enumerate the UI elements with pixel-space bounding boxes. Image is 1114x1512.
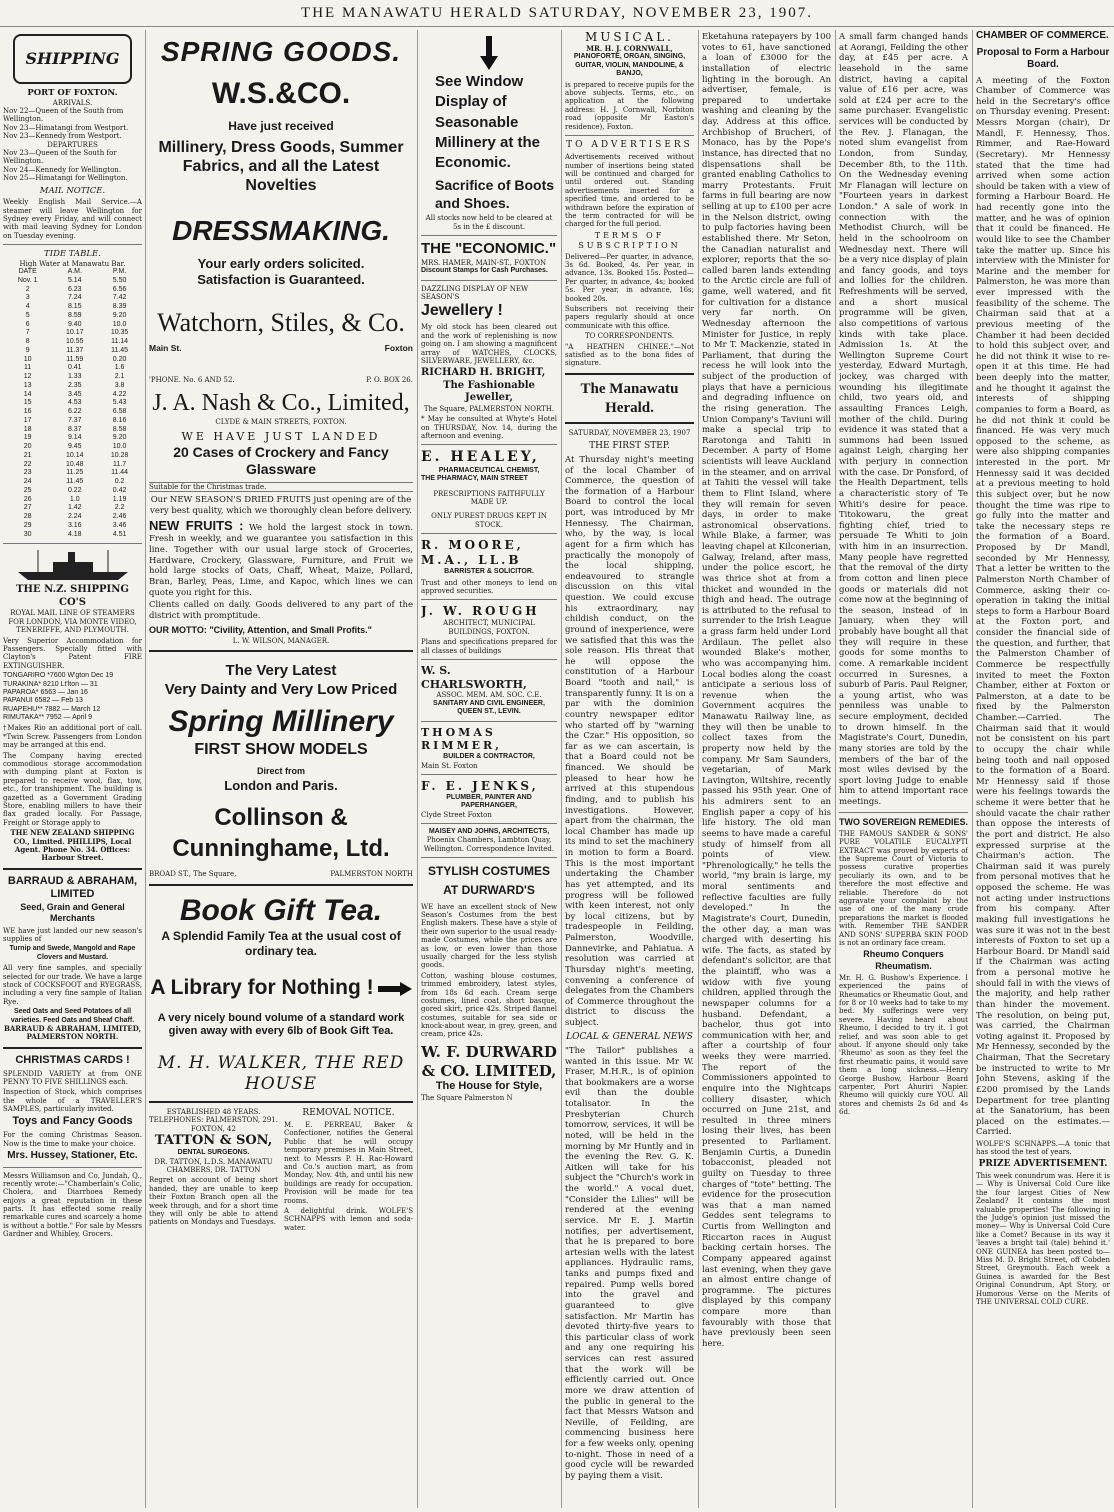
tide-cell: 13	[23, 381, 32, 389]
tide-row	[3, 391, 142, 400]
removal-notice: REMOVAL NOTICE. M. E. PERREAU, Baker & Confectioner, notifies the General Public that he will occupy temporary premises in Main Street, next to Messrs P. H. Rac-Howard and Co.'s auction mart, as from Monday, Nov. 4th, and until his new buildings are ready for occupation. Provision will be made for tea rooms. A delightful drink. WOLFE'S SCHNAPPS with lemon and soda-water.	[284, 1107, 413, 1232]
column-news-2	[702, 30, 831, 1508]
tide-cell: 11.37	[66, 346, 84, 354]
tide-cell: Nov. 1	[17, 276, 38, 284]
clients-text: Clients called on daily. Goods delivered to any part of the district with promptitude.	[149, 600, 413, 621]
port-heading: PORT OF FOXTON.	[27, 88, 118, 98]
maisey-address: Phoenix Chambers, Lambton Quay, Wellington. Correspondence Invited.	[423, 836, 555, 853]
column-rule	[972, 30, 973, 1508]
herald-title: The Manawatu Herald.	[580, 380, 679, 416]
economic-heading: THE "ECONOMIC."	[421, 240, 557, 258]
tide-cell: 8.58	[112, 425, 127, 433]
arrivals-heading: ARRIVALS.	[52, 98, 93, 107]
tide-cell: 10.48	[66, 460, 84, 468]
tide-cell: 25	[23, 486, 32, 494]
nzs-note: †Makes Rio an additional port of call. *Twin Screw. Passengers from London may be arranged at this end.	[3, 724, 142, 750]
tide-cell: 4.18	[67, 530, 82, 538]
tide-cell: 27	[23, 504, 32, 512]
nash-address: CLYDE & MAIN STREETS, FOXTON.	[215, 418, 347, 427]
steamship-icon	[13, 548, 133, 582]
prescriptions: PRESCRIPTIONS FAITHFULLY MADE UP.	[433, 489, 545, 507]
column-editorial	[565, 30, 694, 1508]
tide-cell: 9.45	[67, 443, 82, 451]
news-text: A small farm changed hands at Aorangi, Feilding the other day, at £45 per acre. A leasehold in the same district, having a capital value of £16 per acre, was sold at £24 per acre to the same purchaser. Evangelistic services will be conducted by the Rev. J. Flanagan, the noted slum evangelist from London, from Sunday, December 8th, to the 11th. On the Wednesday evening Mr Flanagan will lecture on "Fourteen years in darkest London." A sale of work in connection with the Methodist Church, will be held in the schoolroom on Wednesday next. There will be a very nice display of plain and fancy goods, and toys and lollies for the children. Refreshments will be served, and a short musical programme will be given, also competitions of various kinds with take place. Admission 1s. At the Wellington Supreme Court yesterday, Edward Murtagh, jockey, was charged with wounding his illegitimate child, two years old, and assaulting Frances Leigh, mother of the child. During evidence it was stated that a summons had been issued against Leigh, charging her with perjury in connection with the case. Dr Ponsford, of the Health Department, tells a characteristic story of Te Whiti's desire for peace. Titokowaru, the great fighting chief, tried to persuade Te Whiti to join with him in an insurrection. Many people have regretted that the removal of the dirty from cotton and linen piece goods or materials did not come now at the beginning of the season, instead of in January, when they will probably have bought all that they will require in these goods for some months to come. A remarkable incident occurred in Suresnes, a suburb of Paris. Paul Reigner, a young artist, who was penniless was unable to secure employment, decided to drown himself. In the Magistrate's Court, Dunedin, many stories are told by the members of the bar of the most wiles devised by the sport loving Judge to enable him to attend important race meetings.	[839, 32, 968, 807]
tide-cell: 0.42	[112, 486, 127, 494]
millinery-text: Millinery, Dress Goods, Summer Fabrics, and all the Latest Novelties	[158, 138, 404, 194]
collinson-address: BROAD ST., The Square, PALMERSTON NORTH	[149, 870, 413, 879]
tide-cell: 9.14	[67, 434, 82, 442]
two-sovereign-heading: TWO SOVEREIGN REMEDIES.	[839, 816, 968, 827]
tide-cell: 15	[23, 399, 32, 407]
nzs-ship-row: RUAPEHU** 7882 — March 12	[3, 705, 101, 713]
durward-text: WE have an excellent stock of New Season's Costumes from the best English makers. These have a style of their own superior to the usual ready-made Costumes, while the prices are as low, or even lower than those usually charged for the less stylish goods.	[421, 902, 557, 970]
tide-row	[3, 329, 142, 338]
first-step-heading: THE FIRST STEP.	[589, 440, 670, 451]
tide-row	[3, 382, 142, 391]
tide-row	[3, 417, 142, 426]
tatton-ad: ESTABLISHED 48 YEARS. TELEPHONES: PALMERSTON, 291. FOXTON, 42 TATTON & SON, DENTAL SURGEONS. DR. TATTON, L.D.S. MANAWATU CHAMBERS, DR. TATTON Regret on account of being short handed, they are unable to keep their Foxton Branch open all the week through, and for a short time they will only be able to attend patients on Mondays and Tuesdays.	[149, 1107, 278, 1227]
sacrifice-boots: Sacrifice of Boots and Shoes.	[435, 177, 555, 211]
tide-cell: 9	[25, 346, 30, 354]
nash-xmas: Suitable for the Christmas trade.	[149, 482, 413, 492]
nzs-subtitle: ROYAL MAIL LINE OF STEAMERS FOR LONDON, VIA MONTE VIDEO, TENERIFFE, AND PLYMOUTH.	[8, 609, 137, 635]
tide-cell: 10.35	[110, 329, 129, 337]
tide-cell: 5.43	[112, 399, 127, 407]
tide-cell: 0.22	[67, 486, 82, 494]
very-dainty: Very Dainty and Very Low Priced	[164, 680, 398, 698]
tide-cell: 3.46	[112, 521, 127, 529]
tide-cell: 11	[24, 364, 32, 372]
tide-cell: 7	[25, 329, 30, 337]
tide-row	[3, 356, 142, 365]
moore-text: Trust and other moneys to lend on approved securities.	[421, 578, 557, 595]
library-text: A very nicely bound volume of a standard work given away with every 6lb of Book Gift Tea.	[157, 1011, 405, 1038]
ws-co-heading: W.S.&CO.	[211, 77, 351, 110]
tide-cell: 0.41	[67, 364, 82, 372]
have-received: Have just received	[228, 118, 334, 133]
manager: L. W. WILSON, MANAGER.	[232, 636, 330, 645]
first-show: FIRST SHOW MODELS	[194, 741, 368, 759]
shipping-logo: SHIPPING	[13, 34, 132, 84]
direct-from: Direct from	[256, 766, 305, 777]
tide-row	[3, 338, 142, 347]
to-correspondents: TO CORRESPONDENTS.	[584, 332, 675, 341]
tide-row	[3, 504, 142, 513]
durward-subtitle: The House for Style,	[435, 1080, 543, 1093]
column-rule	[698, 30, 699, 1508]
column-chamber	[976, 30, 1110, 1508]
pointing-hand-icon	[378, 981, 412, 997]
tide-cell: 1.19	[112, 495, 127, 503]
tide-cell: 11.59	[66, 355, 84, 363]
tide-cell: 2.35	[67, 381, 82, 389]
tide-cell: 16	[23, 408, 32, 416]
tide-table-heading: TIDE TABLE.	[44, 249, 101, 260]
tide-cell: 4.22	[112, 390, 127, 398]
nzs-ship-row: RIMUTAKA** 7952 — April 9	[3, 714, 92, 722]
tide-cell: 2.46	[112, 513, 127, 521]
tide-cell: 8.16	[112, 416, 127, 424]
barraud-text: WE have just landed our new season's supplies of	[3, 926, 142, 944]
cornwall-subtitle: PIANOFORTE, ORGAN, SINGING, GUITAR, VIOLIN, MANDOLINE, & BANJO,	[573, 53, 686, 78]
column-rule	[835, 30, 836, 1508]
rimmer-name: THOMAS RIMMER,	[421, 725, 502, 753]
nzs-ship-row: PAPAROA* 6563 — Jan 16	[3, 688, 88, 696]
xmas-cards-text: SPLENDID VARIETY at from ONE PENNY TO FIVE SHILLINGS each.	[3, 1069, 142, 1086]
subscribers-note: Subscribers not receiving their papers regularly should at once communicate with this office.	[565, 305, 694, 330]
healey-subtitle: PHARMACEUTICAL CHEMIST,	[438, 466, 540, 474]
bright-note: * May be consulted at Whyte's Hotel on THURSDAY, Nov. 14, during the afternoon and evening.	[421, 415, 557, 440]
tide-table-subheading: High Water at Manawatu Bar.	[19, 259, 126, 268]
tide-row	[3, 461, 142, 470]
library-heading: A Library for Nothing !	[150, 976, 374, 1000]
tide-cell: 9.20	[112, 434, 127, 442]
column-rule	[417, 30, 418, 1508]
tide-row	[3, 531, 142, 540]
tide-cell: 5.50	[112, 276, 127, 284]
departure-item: Nov 24—Kennedy for Wellington.	[3, 165, 122, 174]
tide-cell: 1.6	[114, 364, 125, 372]
tide-cell: 11.45	[111, 346, 129, 354]
jenks-name: F. E. JENKS,	[421, 778, 539, 793]
tide-cell: 3	[25, 294, 30, 302]
tide-cell: 7.37	[67, 416, 82, 424]
tide-cell: 10.0	[112, 443, 127, 451]
tide-cell: 7.42	[112, 294, 127, 302]
tide-row	[3, 443, 142, 452]
tide-row	[3, 408, 142, 417]
tide-cell: 2.2	[114, 504, 125, 512]
tide-cell: 22	[23, 460, 32, 468]
column-rule	[561, 30, 562, 1508]
rough-subtitle: ARCHITECT, MUNICIPAL BUILDINGS, FOXTON.	[443, 619, 535, 636]
tide-cell: 11.14	[111, 338, 129, 346]
departures-heading: DEPARTURES	[47, 140, 98, 149]
chamber-text: A meeting of the Foxton Chamber of Commerce was held in the Secretary's office on Thursday evening. Present: Messrs Morgan (chair), Dr Mandl, F. Hennessy, Thos. Rimmer, and Rae-Howard (Secretary). Mr Hennessy stated that the time had arrived when some action should be taken with a view of forming a Harbour Board. He had recently gone into the matter, and he was of opinion that it could be financed. He would like to see the Chamber take the matter up. Since his interview with the Minister for Marine and the member for Palmerston, he was more than ever impressed with the feasibility of the scheme. The Chairman said that at a previous meeting of the Chamber it had been decided to hold this subject over, and he did not think it wise to re-open it at this time. He had been deeply into the matter, and he thought it against the interests of shipping companies to form a Board, as he did not think it could be financed. He was very much opposed to the scheme, as were also shipping companies interested in the port. Mr Hennessy said it was decided at a previous meeting to hold this subject over, but he now thought the time was ripe to go fully into the matter and take the necessary steps re the formation of a Board. Proposed by Dr Mandl, seconded by Mr Hennessy, That a letter be written to the Palmerston North Chamber of Commerce, asking their co-operation in taking the initial steps to form a Harbour Board at the Foxton port, and consider the financial side of the question, and further, that the Palmerston Chamber of Commerce be respectfully invited to meet the Foxton Chamber, either at Foxton or Palmerston, at a date to be fixed by the Palmerston Chamber.—Carried. The Chairman said that it would not be consistent on his part to occupy the chair while being tooth and nail opposed to the formation of a Board. Mr Hennessy said if those were his feelings towards the scheme it were better that he should vacate the chair rather than oppose the interests of the port and district. He also expressed surprise at the Chairman's action. The Chairman said it was purely from personal motives that he opposed the scheme. He was not acting under instructions from his company. After making full investigations he was sure it was not in the best interests of Foxton to set up a Harbour Board. Dr Mandl said if the Chairman was acting from a personal motive he should fall in with the views of the majority, and help rather than hinder the movement. The resolution, on being put, was carried, the Chairman voting against it. Proposed by Mr Hennessy, seconded by the Chairman, That the Secretary be instructed to write to Mr John Stevens, asking if the £200 promised by the Lands Department for tree planting at the Sanatorium, has been placed on the estimates.—Carried.	[976, 75, 1110, 1138]
nash-heading: J. A. Nash & Co., Limited,	[152, 390, 410, 417]
tide-cell: 5	[25, 311, 30, 319]
tide-cell: 30	[23, 530, 32, 538]
tide-cell: 8.37	[67, 425, 82, 433]
discount-stamps: Discount Stamps for Cash Purchases.	[421, 267, 548, 275]
rough-name: J. W. ROUGH	[421, 604, 540, 619]
prize-text: This week conundrum was. Here it is— Why is Universal Cold Cure like the four largest Cities of New Zealand? It contains the most valuable properties! The following in the Judge's opinion just missed the money— Why is Universal Cold Cure like a Comet? Because in its way it 'leaves a bright tail (tale) behind it.' ONE GUINEA has been posted to— Miss M. D. Bright Street, off Cobden Street, Greymouth. Each week a Guinea is awarded for the Best Original Conundrum, Apt Story, or Humorous Verse on the Merits of THE UNIVERSAL COLD CURE.	[976, 1172, 1110, 1306]
rough-text: Plans and specifications prepared for all classes of buildings	[421, 638, 557, 655]
nzs-text: Very Superior Accommodation for Passengers. Specially fitted with Clayton's Patent FIRE EXTINGUISHER.	[3, 636, 142, 670]
masthead: THE MANAWATU HERALD SATURDAY, NOVEMBER 23, 1907.	[0, 0, 1114, 27]
tide-row	[3, 496, 142, 505]
tide-row	[3, 469, 142, 478]
hamer-address: MRS. HAMER, MAIN-ST., FOXTON	[421, 258, 547, 267]
charlsworth-name: W. S. CHARLSWORTH,	[421, 663, 527, 691]
tide-col-header: P.M.	[112, 268, 127, 276]
tide-cell: 2.1	[114, 373, 125, 381]
healey-address: THE PHARMACY, MAIN STREET	[421, 475, 528, 483]
tide-cell: 1.42	[67, 504, 82, 512]
tide-cell: 8.59	[67, 311, 82, 319]
book-gift-tea: Book Gift Tea.	[179, 893, 383, 927]
tide-cell: 18	[23, 425, 32, 433]
tide-row	[3, 487, 142, 496]
tide-row	[3, 452, 142, 461]
williamson-testimonial: Messrs Williamson and Co, Jundah, Q., recently wrote:—"Chamberlain's Colic, Cholera, and Diarrhoea Remedy enjoys a great reputation in these parts. It has effected some really remarkable cures and scarcely a home is without a bottle." For sale by Messrs Gardner and Whibley, Grocers.	[3, 1171, 142, 1239]
chamber-heading: CHAMBER OF COMMERCE.	[976, 30, 1109, 41]
tide-cell: 11.25	[66, 469, 84, 477]
jewellery-text: My old stock has been cleared out and the work of replenishing is now going on. I am showing a magnificent array of WATCHES, CLOCKS, SILVERWARE, JEWELLERY, &c.	[421, 323, 557, 365]
tide-row	[3, 478, 142, 487]
bright-address: The Square, PALMERSTON NORTH.	[423, 404, 555, 413]
musical-heading: MUSICAL.	[585, 30, 674, 44]
tide-cell: 23	[23, 469, 32, 477]
tide-cell: 29	[23, 521, 32, 529]
tide-cell: 3.16	[67, 521, 82, 529]
toys-title: Toys and Fancy Goods	[12, 1115, 133, 1128]
tide-cell: 28	[23, 513, 32, 521]
nzs-ship-row: TONGARIRO *7600 W'gton Dec 19	[3, 672, 114, 680]
mail-notice-text: Weekly English Mail Service.—A steamer will leave Wellington for Sydney every Friday, and will connect with mail leaving Sydney for London on Tuesday evening.	[3, 198, 142, 240]
toys-text: For the coming Christmas Season. Now is the time to make your choice.	[3, 1131, 142, 1148]
dazzling-display: DAZZLING DISPLAY OF NEW SEASON'S	[421, 284, 529, 301]
collinson-heading: Collinson & Cunninghame, Ltd.	[172, 803, 390, 863]
tide-cell: 21	[23, 451, 32, 459]
tide-cell: 19	[23, 434, 32, 442]
new-fruits-heading: NEW FRUITS :	[149, 518, 244, 534]
purest-drugs: ONLY PUREST DRUGS KEPT IN STOCK.	[431, 512, 547, 529]
terms-of-subscription: TERMS OF SUBSCRIPTION	[578, 230, 681, 250]
column-small-ads	[421, 30, 557, 1508]
tide-cell: 10.17	[66, 329, 84, 337]
tide-cell: 0.2	[114, 478, 125, 486]
xmas-cards-title: CHRISTMAS CARDS !	[15, 1053, 130, 1066]
barraud-list: Turnip and Swede, Mangold and Rape Clovers and Mustard.	[9, 945, 136, 961]
bright-subtitle: The Fashionable Jeweller,	[443, 379, 535, 404]
departure-item: Nov 25—Himatangi for Wellington.	[3, 174, 128, 183]
to-advertisers: TO ADVERTISERS	[566, 139, 693, 150]
wolfe-schnapps: WOLFE'S SCHNAPPS.—A tonic that has stood the test of years.	[976, 1140, 1110, 1157]
charlsworth-subtitle: ASSOC. MEM. AM. SOC. C.E.	[436, 691, 542, 700]
tide-row	[3, 347, 142, 356]
tide-col-header: DATE	[18, 268, 37, 276]
early-orders: Your early orders solicited.	[197, 256, 365, 272]
tide-row	[3, 312, 142, 321]
tide-cell: 8.39	[112, 303, 127, 311]
tide-cell: 6.58	[112, 408, 127, 416]
tide-cell: 10.0	[112, 320, 127, 328]
jenks-address: Clyde Street Foxton	[421, 810, 492, 819]
tide-cell: 6.22	[67, 408, 82, 416]
dressmaking-heading: DRESSMAKING.	[172, 215, 390, 247]
tide-cell: 4	[25, 303, 30, 311]
arrival-item: Nov 22—Queen of the South from Wellington.	[3, 107, 124, 124]
arrival-item: Nov 23—Himatangi from Westport.	[3, 123, 129, 132]
watchorn-heading: Watchorn, Stiles, & Co.	[157, 307, 405, 337]
nash-landed: WE HAVE JUST LANDED	[181, 429, 381, 443]
tide-cell: 4.53	[67, 399, 82, 407]
tide-cell: 11.44	[111, 469, 129, 477]
prize-heading: PRIZE ADVERTISEMENT.	[978, 1158, 1108, 1169]
tide-row	[3, 303, 142, 312]
column-display-ads	[149, 30, 413, 1508]
barraud-address: BARRAUD & ABRAHAM, LIMITED, PALMERSTON NORTH.	[3, 1024, 142, 1042]
pointing-hand-icon	[478, 36, 500, 70]
tide-row	[3, 373, 142, 382]
tide-cell: 26	[23, 495, 32, 503]
cornwall-text: is prepared to receive pupils for the above subjects. Terms, etc., on application at the following address: H. J. Cornwall, Norbiton road (opposite Mr Easton's residence), Foxton.	[565, 80, 694, 131]
phone-row: 'PHONE. No. 6 AND 52. P. O. BOX 26.	[149, 375, 413, 384]
rimmer-subtitle: BUILDER & CONTRACTOR,	[443, 753, 535, 761]
tide-row	[3, 513, 142, 522]
tide-cell: 6	[25, 320, 30, 328]
news-text: Eketahuna ratepayers by 100 votes to 61, have sanctioned a loan of £3000 for the installation of electric lighting in the borough. An advertiser, female, is prepared to undertake washing and cleaning by the day. Address at this office. Archbishop of Brucheri, of Monaco, has by the Pope's instance, has directed that no dispensations shall be granted enabling Catholics to marry Protestants. Fruit farms in full bearing are now selling at up to £100 per acre in the Nelson district, owing to pulp factories having been established there. Mr Seton, the Canadian naturalist and explorer, reports that the so-called baren lands extending to the Arctic circle are full of game, well watered, and fit for cultivation for a distance very far north. On Wednesday afternoon the Minister for Justice, in reply to Mr T. Mackenzie, stated in Parliament, that during the recess he will look into the subject of the production of plays that have a pernicious and degrading influence on the rising generation. The Union Company's Taviuni will make a special trip to Rarotonga and Tahiti in December. A party of Home scientists will leave Auckland in the steamer, and on arrival at Tahiti the vessel will take them to Flint Island, where they will remain for seven days, in order to make astronomical observations. While Blake, a farmer, was leaving chapel at Kilconerian, Galway, Ireland, after mass, under the police escort, he was thrice shot at from a thicket and wounded in the thigh and head. The outrage is attributed to the refusal to surrender to the Irish League a grass farm held under Lord Ardilaun. The pellet also wounded Blake's mother, who was accompanying him. Local bodies along the coast anticipate a serious loss of revenue when the Government acquires the Manawatu Railway line, as they will then be unable to collect taxes from the property now held by the company. Mr Sam Saunders, vegetarian, of Mark Lavington, Wiltshire, recently passed his 95th year. One of his admirers sent to an English paper a copy of his life history. The old man seems to have made a careful study of himself from all points of view. "Phrenologically," he tells the world, "my brain is large, my moral sentiments and reflective faculties are fully developed." In the Magistrate's Court, Dunedin, the other day, a man was charged with deserting his wife. The facts, as stated by defendant's solicitor, are that the plaintiff, who was a widow with five young children, applied through the newspaper columns for a husband. Defendant, a bachelor, thus got into communication with her, and after a courtship of four weeks they were married. The report of the Commissioners appointed to enquire into the Nightcaps colliery disaster, which occurred on June 21st, and resulted in three miners losing their lives, has been presented to Parliament. Benjamin Curtis, a Dunedin tobacconist, pleaded not guilty on Tuesday to three charges of "tote" betting. The evidence for the prosecution was that a man named Geddes sent telegrams to Curtis from Wellington and Riccarton races in August backing certain horses. The Company appeared against last evening, when they gave an almost entire change of programme. The pictures displayed by this company compare more than favourably with those that have previously been seen here.	[702, 32, 831, 1349]
leader-text: At Thursday night's meeting of the local Chamber of Commerce, the question of the formation of a Harbour Board to control the local port, was introduced by Mr Hennessy. The Chairman, who, by the way, is local agent for a firm which has practically the monopoly of the local shipping, endeavoured to strangle discussion on this vital question. We could excuse his extraordinary, nay childish conduct, on the ground of inexperience, were we satisfied that this was the sole reason. His threat that he will oppose the constitution of a Harbour Board "tooth and nail," is transparently funny. It is on a par with the dominion country newspaper editor who started off by "warning the Czar." His opposition, so far as we can ascertain, is that a Board could not be financed. We should be pleased to hear how he arrived at this stupendous finding, and to publish his investigations. However, apart from the chairman, the local Chamber has made up its mind to set the machinery in motion to form a Board. This is the most important undertaking the Chamber has yet attempted, and its progress will be followed with keen interest, not only by local citizens, but by tradespeople in Feilding, Palmerston, Woodville, Dannevirke, and Pahiatua. A resolution was carried at Thursday night's meeting, convening a conference of delegates from the Chambers of Commerce throughout the district to discuss the subject.	[565, 454, 694, 1029]
moore-subtitle: BARRISTER & SOLICITOR.	[444, 568, 534, 576]
two-sovereign-text: THE FAMOUS SANDER & SONS' PURE VOLATILE EUCALYPTI EXTRACT was proved by experts of the Supreme Court of Victoria to possess curative properties peculiarly its own, and to be therefore the most effective and reliable. Therefore do not aggravate your complaint by the use of one of the many crude preparations the market is flooded with. Remember THE SANDER AND SONS' SUPERBA SKIN FOOD is not an ordinary face cream.	[839, 829, 968, 947]
tide-cell: 4.51	[112, 530, 127, 538]
nzs-ship-row: TURAKINA* 8210 Lt'lton — 31	[3, 680, 98, 688]
tide-row	[3, 434, 142, 443]
library-row	[149, 975, 413, 1001]
tide-row	[3, 364, 142, 373]
maisey-name: MAISEY AND JOHNS, ARCHITECTS,	[428, 828, 550, 836]
terms-text: Delivered—Per quarter, in advance, 3s 6d. Booked, 4s. Per year, in advance, 13s. Booked 15s. Posted—Per quarter, in advance, 4s; booked 5s. Per year, in advance, 16s; booked 20s.	[565, 252, 694, 303]
nash-cases: 20 Cases of Crockery and Fancy Glassware	[173, 443, 389, 478]
tide-cell: 2.24	[67, 513, 82, 521]
see-window-display: See Window Display of Seasonable Millinery at the Economic.	[435, 73, 541, 171]
family-tea: A Splendid Family Tea at the usual cost of ordinary tea.	[161, 929, 401, 959]
moore-name: R. MOORE, M.A., LL.B	[421, 538, 524, 568]
tide-cell: 11.45	[66, 478, 84, 486]
tide-cell: 8.15	[67, 303, 82, 311]
herald-date: SATURDAY, NOVEMBER 23, 1907	[568, 429, 691, 438]
tide-cell: 10	[23, 355, 32, 363]
bright-name: RICHARD H. BRIGHT,	[421, 367, 546, 379]
tide-cell: 5.14	[67, 276, 82, 284]
jenks-subtitle: PLUMBER, PAINTER AND PAPERHANGER,	[446, 793, 532, 810]
new-fruits-text: We hold the largest stock in town. Fresh in weekly, and we guarantee you satisfaction in this line. Together with our usual large stock of Groceries, Hardware, Crockery, Glassware, Furniture, and Fruit we hold large stocks of Oats, Chaff, Wheat, Maize, Pollard, Bran, Barley, Peas, Lime, and Kapoc, which lines we can quote you right for this.	[149, 523, 413, 598]
rheumo-text: Mr. H. G. Bushow's Experience. I experienced the pains of Rheumatics or Rheumatic Gout, and for 8 or 10 weeks had to take to my bed. My sufferings were very severe. Having heard about Rheumo, I decided to try it. I got relief, and was soon able to get about. If anyone should only take 'Rheumo' as soon as they feel the first rheumatic pains, it would save them a long sickness.—Henry George Bushow, Harbour Board carpenter, Port Ahuriri Napier. Rheumo will quickly cure YOU. All stores and chemists 2s 6d and 4s 6d.	[839, 973, 968, 1117]
nash-fruits: Our NEW SEASON'S DRIED FRUITS just opening are of the very best quality, which we thoroughly clean before delivery.	[150, 494, 412, 516]
rheumo-heading: Rheumo Conquers Rheumatism.	[863, 949, 944, 971]
column-news-3	[839, 30, 968, 1508]
walker-red-house: M. H. WALKER, THE RED HOUSE	[157, 1053, 405, 1095]
very-latest: The Very Latest	[225, 662, 337, 680]
tide-cell: 6.56	[112, 285, 127, 293]
to-correspondents-text: "A HEATHEN CHINEE."—Not satisfied as to the bona fides of signature.	[565, 342, 694, 368]
nzs-title: THE N.Z. SHIPPING CO'S	[16, 584, 129, 608]
healey-name: E. HEALEY,	[421, 449, 540, 466]
tide-row	[3, 294, 142, 303]
mail-notice-heading: MAIL NOTICE.	[39, 185, 106, 196]
tide-cell: 2	[25, 285, 30, 293]
tide-cell: 3.45	[67, 390, 82, 398]
london-paris: London and Paris.	[224, 777, 338, 793]
durward-address: The Square Palmerston N	[421, 1094, 513, 1103]
tide-cell: 0.20	[112, 355, 127, 363]
xmas-cards-text2: Inspection of Stock, which comprises the whole of a TRAVELLER'S SAMPLES, particularly invited.	[3, 1088, 142, 1114]
satisfaction-guaranteed: Satisfaction is Guaranteed.	[197, 272, 365, 288]
tide-cell: 10.28	[110, 451, 129, 459]
motto: OUR MOTTO: "Civility, Attention, and Small Profits."	[149, 625, 372, 636]
spring-goods-heading: SPRING GOODS.	[160, 36, 402, 67]
tide-cell: 9.20	[112, 311, 127, 319]
tide-cell: 9.40	[67, 320, 82, 328]
all-stocks: All stocks now held to be cleared at 5s in the £ discount.	[425, 214, 553, 231]
barraud-seed: Seed Oats and Seed Potatoes of all varieties. Feed Oats and Sheaf Chaff.	[10, 1008, 135, 1024]
to-advertisers-text: Advertisements received without number of insertions being stated will be continued and charged for until ordered out. Standing advertisements inserted for a specified time, and ordered to be withdrawn before the expiration of the term contracted for will be charged for the full period.	[565, 153, 694, 229]
barraud-text2: All very fine samples, and specially selected for our trade. We have a large stock of COCKSFOOT and RYEGRASS, including a very fine sample of Italian Rye.	[3, 964, 142, 1006]
tide-col-header: A.M.	[67, 268, 82, 276]
tide-cell: 1.0	[69, 495, 80, 503]
tide-cell: 24	[23, 478, 32, 486]
tide-cell: 12	[23, 373, 32, 381]
rimmer-address: Main St. Foxton	[421, 761, 478, 770]
watchorn-address: Main St. Foxton	[149, 343, 413, 354]
hussey-stationer: Mrs. Hussey, Stationer, Etc.	[7, 1150, 138, 1162]
barraud-title: BARRAUD & ABRAHAM, LIMITED	[7, 874, 138, 901]
jewellery-heading: Jewellery !	[421, 302, 503, 320]
durward-list: Cotton, washing blouse costumes, trimmed embroidery, latest styles, from 18s 6d each. Cream serge costumes, lined coat, short basque, gored skirt, price 42s. Striped flannel costumes, suitable for sea side or knock-about wear, in grey, green, and cream, price 42s.	[421, 971, 557, 1039]
tide-cell: 7.24	[67, 294, 82, 302]
tide-cell: 17	[23, 416, 32, 424]
tide-cell: 20	[23, 443, 32, 451]
charlsworth-subtitle2: SANITARY AND CIVIL ENGINEER, QUEEN ST., LEVIN.	[433, 699, 545, 716]
proposal-heading: Proposal to Form a Harbour Board.	[976, 46, 1110, 70]
local-news-heading: LOCAL & GENERAL NEWS	[566, 1031, 693, 1042]
cornwall-name: MR. H. J. CORNWALL,	[586, 44, 673, 53]
tide-cell: 10.55	[66, 338, 84, 346]
tide-cell: 11.7	[113, 460, 127, 468]
tide-row	[3, 522, 142, 531]
tide-row	[3, 277, 142, 286]
nzs-text2: The Company having erected commodious storage accommodation with dumping plant at Foxton is prepared to receive wool, flax, tow, etc., for transhipment. The building is gazetted as a Government Grading Store, enabling millers to have their flax graded locally. For Passage, Freight or Storage apply to	[3, 751, 142, 827]
tide-cell: 14	[23, 390, 32, 398]
tide-cell: 1.33	[67, 373, 82, 381]
local-news-text: "The Tailor" publishes a wanted in this issue. Mr W. Fraser, M.H.R., is of opinion that bookmakers are a worse evil than the double totalisator. In the Presbyterian Church tomorrow, services, it will be noted, will be held in the morning by Mr Huntly and in the evening the Rev. G. K. Aitken will take for his subject the "Church's work in the world." A vocal duet, "Consider the Lilies" will be rendered at the evening service. Mr E. J. Martin notifies, per advertisement, that he is prepared to bore artesian wells with the latest appliances. Hydraulic rams, tanks and pumps fixed and repaired. Pump wells bored into the gravel and guaranteed to give satisfaction. Mr Martin has devoted thirty-five years to this particular class of work and any one requiring his services can rest assured that the work will be efficiently carried out. Once more we draw attention of the public in general to the fact that Messrs Watson and Neville, of Feilding, are commencing business here for a few weeks only, opening to-night. Those in need of a good cycle will be rewarded by paying them a visit.	[565, 1045, 694, 1481]
tide-row	[3, 399, 142, 408]
tide-cell: 6.23	[67, 285, 82, 293]
tide-cell: 10.14	[66, 451, 84, 459]
tide-row	[3, 321, 142, 330]
arrival-item: Nov 23—Kennedy from Westport.	[3, 132, 122, 141]
departure-item: Nov 23—Queen of the South for Wellington.	[3, 148, 117, 166]
stylish-costumes: STYLISH COSTUMES AT DURWARD'S	[427, 864, 550, 898]
durward-name: W. F. DURWARD & CO. LIMITED,	[421, 1042, 557, 1080]
nzs-ship-row: PAPANUI 6582 — Feb 13	[3, 697, 83, 705]
spring-millinery: Spring Millinery	[168, 704, 394, 738]
barraud-subtitle: Seed, Grain and General Merchants	[20, 902, 125, 924]
column-shipping	[3, 30, 142, 1508]
tide-row	[3, 426, 142, 435]
column-rule	[145, 30, 146, 1508]
tide-table	[3, 268, 142, 539]
tide-cell: 3.8	[114, 381, 125, 389]
tide-cell: 8	[25, 338, 30, 346]
nzs-contact: THE NEW ZEALAND SHIPPING CO., Limited. PHILLIPS, Local Agent. Phone No. 34. Offices: Harbour Street.	[10, 828, 135, 863]
tide-row	[3, 286, 142, 295]
